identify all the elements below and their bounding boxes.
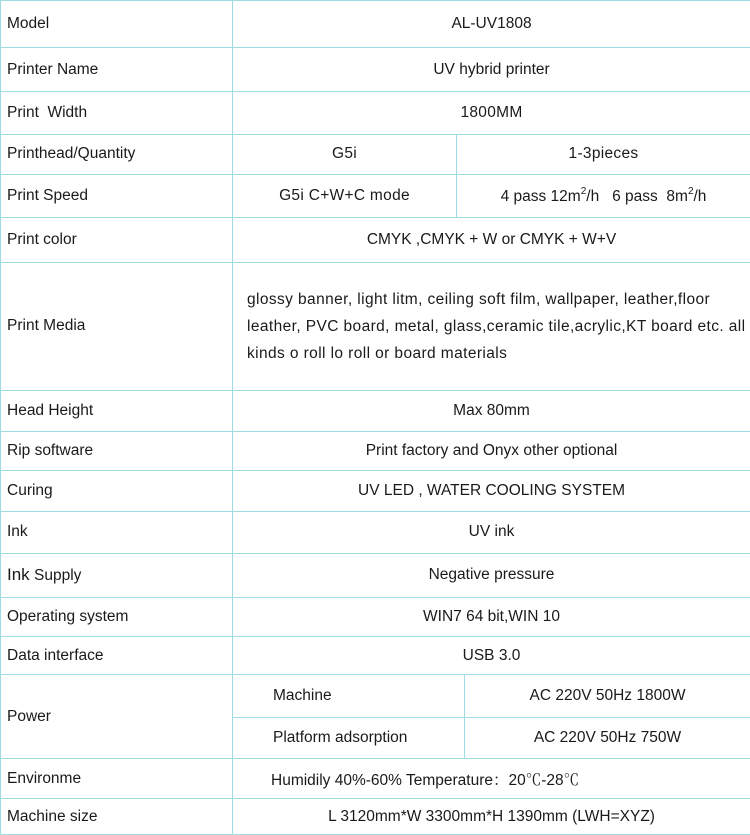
ink-supply-value: Negative pressure: [233, 553, 750, 597]
table-row: [1, 1, 750, 48]
pass6-unit: /h: [693, 187, 707, 205]
table-row: [1, 799, 750, 835]
pass4-text: 4 pass 12m: [500, 187, 581, 205]
print-media-value: glossy banner, light litm, ceiling soft film, wallpaper, leather,floor leather, PVC board, metal, glass,ceramic tile,acrylic,KT board etc. all kinds o roll lo roll or board materials: [233, 262, 750, 390]
pass6-text: 6 pass 8m: [612, 187, 688, 205]
table-row: [1, 48, 750, 92]
table-row: [1, 759, 750, 799]
table-row: [1, 597, 750, 637]
model-label: Model: [1, 1, 233, 48]
pass6-superscript: 2: [687, 185, 694, 197]
table-row: [1, 390, 750, 431]
print-speed-mode: G5i C+W+C mode: [233, 174, 457, 217]
ink-value: UV ink: [233, 511, 750, 553]
environment-label: Environme: [1, 759, 233, 799]
os-value: WIN7 64 bit,WIN 10: [233, 597, 750, 637]
ink-supply-label-a: Ink: [7, 565, 30, 584]
table-row: [1, 262, 750, 390]
machine-size-label: Machine size: [1, 799, 233, 835]
table-row: [1, 470, 750, 511]
power-machine-value: AC 220V 50Hz 1800W: [465, 675, 750, 718]
printhead-quantity: 1-3pieces: [457, 135, 750, 175]
head-height-label: Head Height: [1, 390, 233, 431]
table-row: [1, 637, 750, 675]
machine-size-value: L 3120mm*W 3300mm*H 1390mm (LWH=XYZ): [233, 799, 750, 835]
environment-value: Humidily 40%-60% Temperature：20℃-28℃: [233, 759, 750, 799]
power-machine-label: Machine: [233, 675, 465, 718]
curing-label: Curing: [1, 470, 233, 511]
data-interface-label: Data interface: [1, 637, 233, 675]
print-speed-label: Print Speed: [1, 174, 233, 217]
table-row: [1, 553, 750, 597]
table-row: [1, 135, 750, 175]
printer-name-label: Printer Name: [1, 48, 233, 92]
printer-name-value: UV hybrid printer: [233, 48, 750, 92]
print-color-value: CMYK ,CMYK + W or CMYK + W+V: [233, 217, 750, 262]
head-height-value: Max 80mm: [233, 390, 750, 431]
power-label: Power: [1, 675, 233, 759]
table-row: [1, 431, 750, 470]
rip-software-value: Print factory and Onyx other optional: [233, 431, 750, 470]
rip-software-label: Rip software: [1, 431, 233, 470]
print-width-value: 1800MM: [233, 92, 750, 135]
print-speed-passes: [457, 174, 750, 217]
ink-supply-label-b: Supply: [34, 567, 82, 584]
table-row: [1, 217, 750, 262]
table-row: [1, 174, 750, 217]
pass4-unit: /h: [586, 187, 600, 205]
print-media-label: Print Media: [1, 262, 233, 390]
print-color-label: Print color: [1, 217, 233, 262]
power-platform-label: Platform adsorption: [233, 718, 465, 759]
printhead-label: Printhead/Quantity: [1, 135, 233, 175]
curing-value: UV LED , WATER COOLING SYSTEM: [233, 470, 750, 511]
table-row: [1, 675, 750, 718]
ink-label: Ink: [1, 511, 233, 553]
table-row: [1, 511, 750, 553]
os-label: Operating system: [1, 597, 233, 637]
table-row: [1, 92, 750, 135]
power-platform-value: AC 220V 50Hz 750W: [465, 718, 750, 759]
pass4-superscript: 2: [580, 185, 587, 197]
model-value: AL-UV1808: [233, 1, 750, 48]
printhead-model: G5i: [233, 135, 457, 175]
ink-supply-label: [1, 553, 233, 597]
data-interface-value: USB 3.0: [233, 637, 750, 675]
print-width-label: Print Width: [1, 92, 233, 135]
